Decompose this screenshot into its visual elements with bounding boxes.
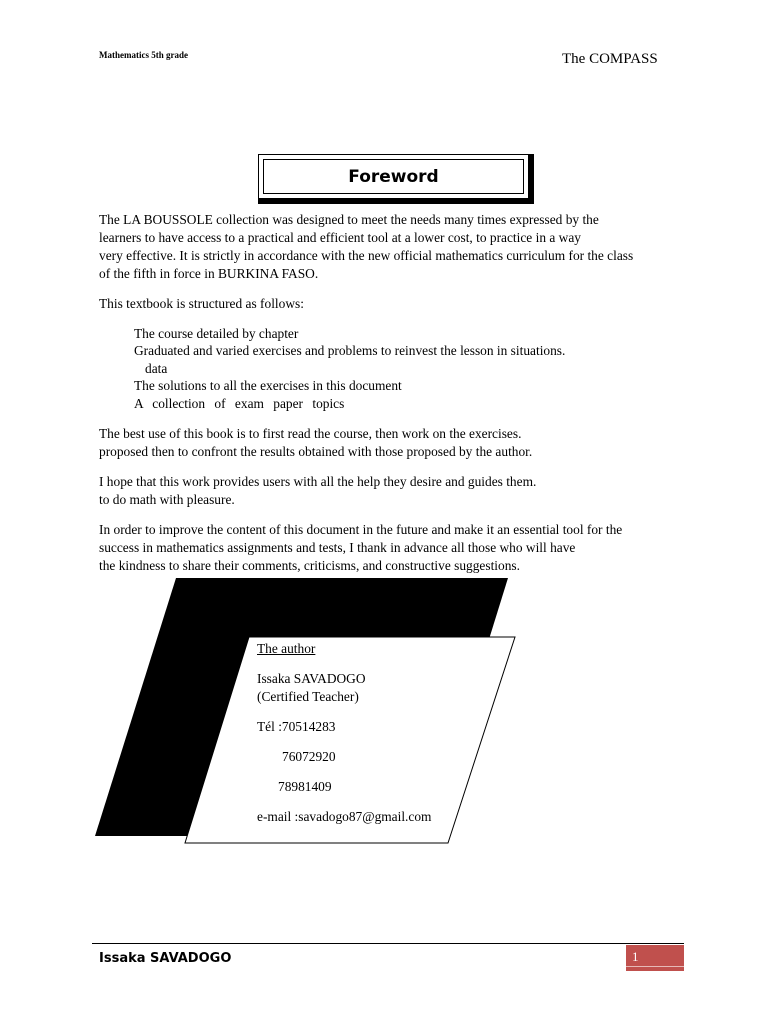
intro-line: very effective. It is strictly in accordance with the new official mathematics curriculum for the class — [99, 248, 634, 263]
author-email: e-mail :savadogo87@gmail.com — [257, 809, 432, 824]
intro-line: The LA BOUSSOLE collection was designed to meet the needs many times expressed by the — [99, 212, 599, 227]
header-collection: The COMPASS — [562, 51, 658, 67]
paragraph-line: the kindness to share their comments, criticisms, and constructive suggestions. — [99, 558, 520, 573]
intro-line: of the fifth in force in BURKINA FASO. — [99, 266, 319, 281]
page-number-badge — [626, 945, 684, 971]
paragraph-line: proposed then to confront the results obtained with those proposed by the author. — [99, 444, 533, 459]
author-card-heading: The author — [257, 641, 316, 656]
intro-line: learners to have access to a practical and efficient tool at a lower cost, to practice in a way — [99, 230, 581, 245]
bullet-text: The course detailed by chapter — [134, 326, 299, 341]
bullet-text: Graduated and varied exercises and problems to reinvest the lesson in situations. — [134, 343, 566, 358]
page-title: Foreword — [348, 166, 439, 187]
paragraph-line: success in mathematics assignments and tests, I thank in advance all those who will have — [99, 540, 576, 555]
author-name: Issaka SAVADOGO — [257, 671, 366, 686]
footer-author: Issaka SAVADOGO — [99, 951, 232, 966]
structure-intro-text: This textbook is structured as follows: — [99, 296, 304, 311]
paragraph-line: The best use of this book is to first read the course, then work on the exercises. — [99, 426, 522, 441]
author-role: (Certified Teacher) — [257, 689, 359, 704]
paragraph-line: to do math with pleasure. — [99, 492, 235, 507]
bullet-text: A collection of exam paper topics — [134, 396, 345, 411]
bullet-continuation: data — [145, 361, 168, 376]
footer-divider — [92, 943, 684, 944]
bullet-text: The solutions to all the exercises in this document — [134, 378, 402, 393]
paragraph-line: I hope that this work provides users with all the help they desire and guides them. — [99, 474, 537, 489]
page-number: 1 — [632, 949, 639, 964]
author-phone: Tél :70514283 — [257, 719, 336, 734]
paragraph-line: In order to improve the content of this document in the future and make it an essential tool for the — [99, 522, 623, 537]
header-subject: Mathematics 5th grade — [99, 50, 188, 60]
author-phone-3: 78981409 — [278, 779, 332, 794]
author-phone-2: 76072920 — [282, 749, 336, 764]
